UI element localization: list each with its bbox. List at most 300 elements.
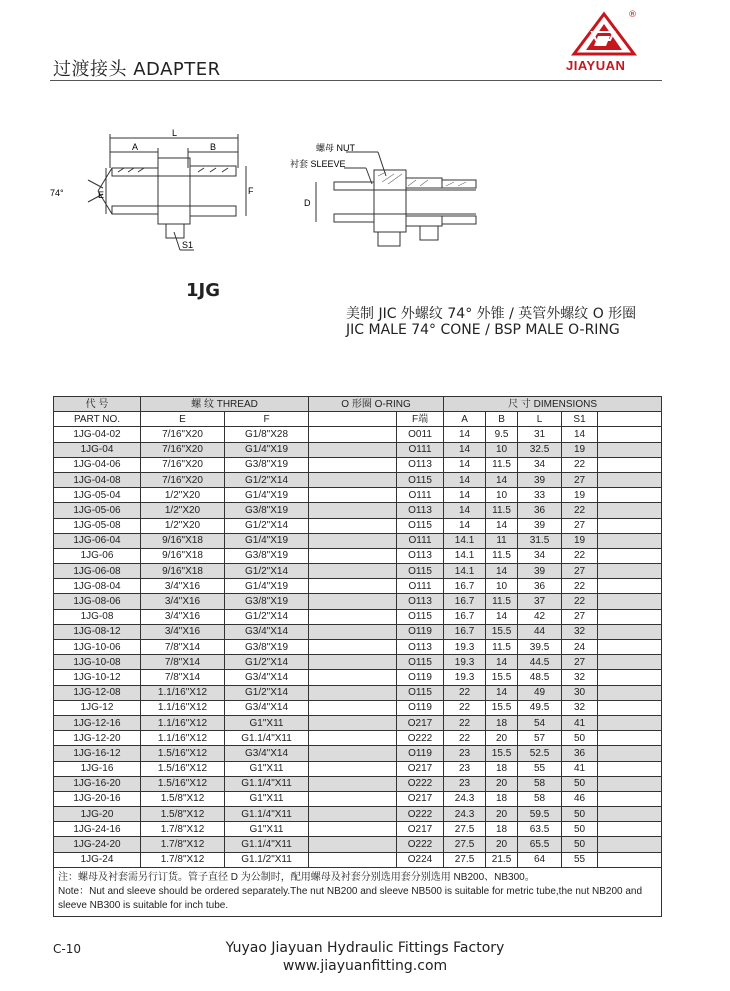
table-row bbox=[54, 761, 662, 776]
table-cell: 16.7 bbox=[444, 594, 486, 609]
table-cell: 11 bbox=[486, 533, 518, 548]
table-cell: G1/4"X19 bbox=[225, 488, 309, 503]
table-cell: 14 bbox=[444, 503, 486, 518]
table-cell: G3/8"X19 bbox=[225, 457, 309, 472]
table-cell-empty bbox=[598, 807, 662, 822]
table-cell: 1JG-12-16 bbox=[54, 715, 141, 730]
sleeve-label: 衬套 SLEEVE bbox=[290, 159, 346, 169]
table-cell: 42 bbox=[518, 609, 562, 624]
table-cell: 1JG-20 bbox=[54, 807, 141, 822]
table-cell: 1JG-16-12 bbox=[54, 746, 141, 761]
table-cell: G1.1/4"X11 bbox=[225, 731, 309, 746]
table-row bbox=[54, 533, 662, 548]
table-cell-empty bbox=[598, 715, 662, 730]
table-cell: G3/4"X14 bbox=[225, 746, 309, 761]
table-cell: 18 bbox=[486, 791, 518, 806]
table-cell: 1JG-10-08 bbox=[54, 655, 141, 670]
table-cell: 20 bbox=[486, 731, 518, 746]
header-col-4: F端 bbox=[397, 412, 444, 427]
table-cell: 1.5/16"X12 bbox=[141, 761, 225, 776]
table-cell-empty bbox=[598, 822, 662, 837]
table-cell: 57 bbox=[518, 731, 562, 746]
table-cell-empty bbox=[598, 776, 662, 791]
table-cell: G1/2"X14 bbox=[225, 518, 309, 533]
table-cell: 1.1/16"X12 bbox=[141, 731, 225, 746]
table-cell: O119 bbox=[397, 670, 444, 685]
table-cell: 1JG-06-08 bbox=[54, 564, 141, 579]
company-name: Yuyao Jiayuan Hydraulic Fittings Factory bbox=[225, 940, 505, 956]
logo-text: JIAYUAN bbox=[566, 58, 626, 73]
table-cell-empty bbox=[598, 427, 662, 442]
table-row bbox=[54, 609, 662, 624]
table-cell: 1JG-24-16 bbox=[54, 822, 141, 837]
table-cell-empty bbox=[598, 852, 662, 867]
table-cell: O222 bbox=[397, 776, 444, 791]
dim-label-F: F bbox=[248, 186, 254, 196]
table-cell bbox=[309, 533, 397, 548]
table-cell bbox=[309, 503, 397, 518]
table-cell: 22 bbox=[444, 685, 486, 700]
table-row bbox=[54, 457, 662, 472]
table-cell: 1.7/8"X12 bbox=[141, 837, 225, 852]
table-cell: 9/16"X18 bbox=[141, 564, 225, 579]
table-cell: G1.1/4"X11 bbox=[225, 807, 309, 822]
table-cell bbox=[309, 807, 397, 822]
page-title: 过渡接头 ADAPTER bbox=[53, 59, 221, 80]
table-cell: 22 bbox=[444, 731, 486, 746]
table-row bbox=[54, 822, 662, 837]
table-cell-empty bbox=[598, 609, 662, 624]
assembly-drawing bbox=[286, 140, 496, 250]
table-cell: 1JG-04 bbox=[54, 442, 141, 457]
table-cell: 46 bbox=[562, 791, 598, 806]
table-cell: 20 bbox=[486, 807, 518, 822]
table-cell: 7/16"X20 bbox=[141, 472, 225, 487]
table-cell: 37 bbox=[518, 594, 562, 609]
table-cell: 1JG-12 bbox=[54, 700, 141, 715]
table-cell: 3/4"X16 bbox=[141, 624, 225, 639]
table-cell: G3/4"X14 bbox=[225, 624, 309, 639]
table-cell: 1JG-06 bbox=[54, 548, 141, 563]
nut-label: 螺母 NUT bbox=[316, 143, 355, 153]
table-cell: O119 bbox=[397, 624, 444, 639]
table-cell: 22 bbox=[562, 548, 598, 563]
table-cell: O113 bbox=[397, 594, 444, 609]
table-cell-empty bbox=[598, 594, 662, 609]
table-cell: 24 bbox=[562, 640, 598, 655]
table-row bbox=[54, 624, 662, 639]
table-cell: O115 bbox=[397, 518, 444, 533]
table-cell: O217 bbox=[397, 715, 444, 730]
table-row bbox=[54, 548, 662, 563]
table-cell: 36 bbox=[562, 746, 598, 761]
table-cell bbox=[309, 761, 397, 776]
table-cell-empty bbox=[598, 791, 662, 806]
table-cell: O222 bbox=[397, 731, 444, 746]
table-cell: 58 bbox=[518, 791, 562, 806]
table-cell: 33 bbox=[518, 488, 562, 503]
table-cell: 11.5 bbox=[486, 457, 518, 472]
table-row bbox=[54, 715, 662, 730]
table-cell: 32.5 bbox=[518, 442, 562, 457]
table-cell: G1/4"X19 bbox=[225, 579, 309, 594]
table-cell: G1/2"X14 bbox=[225, 472, 309, 487]
table-cell: 14 bbox=[486, 472, 518, 487]
table-cell: 44 bbox=[518, 624, 562, 639]
table-cell: O011 bbox=[397, 427, 444, 442]
table-cell: 27.5 bbox=[444, 852, 486, 867]
table-cell: O113 bbox=[397, 548, 444, 563]
table-cell: O217 bbox=[397, 791, 444, 806]
table-cell: 7/16"X20 bbox=[141, 427, 225, 442]
table-cell: G3/8"X19 bbox=[225, 594, 309, 609]
table-cell: 23 bbox=[444, 761, 486, 776]
table-header-row-2 bbox=[54, 412, 662, 427]
table-cell bbox=[309, 791, 397, 806]
table-cell: O113 bbox=[397, 640, 444, 655]
table-cell: 1JG-04-02 bbox=[54, 427, 141, 442]
table-cell: 36 bbox=[518, 579, 562, 594]
table-cell: G1/8"X28 bbox=[225, 427, 309, 442]
table-cell: 1.5/16"X12 bbox=[141, 746, 225, 761]
table-cell-empty bbox=[598, 640, 662, 655]
table-cell: 27 bbox=[562, 655, 598, 670]
table-cell: 19.3 bbox=[444, 655, 486, 670]
table-cell-empty bbox=[598, 503, 662, 518]
table-cell: 3/4"X16 bbox=[141, 594, 225, 609]
table-cell: 11.5 bbox=[486, 594, 518, 609]
table-cell: 22 bbox=[562, 457, 598, 472]
table-cell: 7/16"X20 bbox=[141, 442, 225, 457]
table-cell: G1/2"X14 bbox=[225, 609, 309, 624]
table-cell: 32 bbox=[562, 700, 598, 715]
table-row bbox=[54, 427, 662, 442]
table-cell: 39 bbox=[518, 472, 562, 487]
table-cell: O111 bbox=[397, 488, 444, 503]
table-cell: 27 bbox=[562, 564, 598, 579]
table-cell: 27 bbox=[562, 472, 598, 487]
table-cell: O111 bbox=[397, 579, 444, 594]
description-chinese: 美制 JIC 外螺纹 74° 外锥 / 英管外螺纹 O 形圈 bbox=[346, 306, 637, 322]
table-cell: 18 bbox=[486, 761, 518, 776]
header-thread: 螺 纹 THREAD bbox=[141, 397, 309, 412]
table-cell: O111 bbox=[397, 442, 444, 457]
table-cell: 1JG-08-12 bbox=[54, 624, 141, 639]
table-cell: 9/16"X18 bbox=[141, 533, 225, 548]
table-cell: 15.5 bbox=[486, 700, 518, 715]
table-cell: 65.5 bbox=[518, 837, 562, 852]
table-cell: 58 bbox=[518, 776, 562, 791]
table-cell: O115 bbox=[397, 609, 444, 624]
header-divider bbox=[50, 80, 662, 81]
table-cell: 22 bbox=[444, 715, 486, 730]
table-cell-empty bbox=[598, 761, 662, 776]
header-col-5: A bbox=[444, 412, 486, 427]
table-row bbox=[54, 837, 662, 852]
table-cell: O224 bbox=[397, 852, 444, 867]
table-cell: O119 bbox=[397, 700, 444, 715]
table-cell: 15.5 bbox=[486, 624, 518, 639]
table-cell bbox=[309, 852, 397, 867]
table-row bbox=[54, 731, 662, 746]
table-cell: 55 bbox=[562, 852, 598, 867]
table-row bbox=[54, 488, 662, 503]
table-cell: 50 bbox=[562, 731, 598, 746]
table-cell: G1"X11 bbox=[225, 822, 309, 837]
table-row bbox=[54, 472, 662, 487]
table-cell: 11.5 bbox=[486, 640, 518, 655]
table-cell: 64 bbox=[518, 852, 562, 867]
table-cell: 20 bbox=[486, 776, 518, 791]
table-cell: O113 bbox=[397, 503, 444, 518]
table-cell bbox=[309, 427, 397, 442]
adapter-dimension-drawing bbox=[48, 128, 256, 258]
table-cell: 1JG-05-08 bbox=[54, 518, 141, 533]
table-cell: 16.7 bbox=[444, 624, 486, 639]
table-row bbox=[54, 503, 662, 518]
table-row bbox=[54, 700, 662, 715]
table-cell: G1.1/4"X11 bbox=[225, 776, 309, 791]
table-cell: G1.1/2"X11 bbox=[225, 852, 309, 867]
table-cell: 1JG-05-06 bbox=[54, 503, 141, 518]
company-website: www.jiayuanfitting.com bbox=[282, 958, 448, 974]
table-cell: O113 bbox=[397, 457, 444, 472]
table-cell: 41 bbox=[562, 761, 598, 776]
dim-label-D: D bbox=[304, 198, 311, 208]
table-cell: 14 bbox=[486, 518, 518, 533]
dim-label-L: L bbox=[172, 128, 178, 138]
table-cell: 52.5 bbox=[518, 746, 562, 761]
table-cell: 55 bbox=[518, 761, 562, 776]
table-cell: 34 bbox=[518, 548, 562, 563]
table-cell bbox=[309, 822, 397, 837]
table-cell: 19 bbox=[562, 533, 598, 548]
table-cell: G3/8"X19 bbox=[225, 503, 309, 518]
table-cell: G3/8"X19 bbox=[225, 640, 309, 655]
table-cell: 3/4"X16 bbox=[141, 579, 225, 594]
table-cell: 1/2"X20 bbox=[141, 503, 225, 518]
table-cell: 19 bbox=[562, 442, 598, 457]
table-cell: 32 bbox=[562, 624, 598, 639]
table-cell bbox=[309, 594, 397, 609]
table-cell: G1/4"X19 bbox=[225, 442, 309, 457]
table-row bbox=[54, 670, 662, 685]
page-number: C-10 bbox=[53, 942, 81, 956]
table-cell: 27 bbox=[562, 518, 598, 533]
table-cell: O222 bbox=[397, 837, 444, 852]
table-note bbox=[54, 867, 662, 916]
table-cell: 1JG-06-04 bbox=[54, 533, 141, 548]
table-cell: 1JG-20-16 bbox=[54, 791, 141, 806]
table-cell: 7/8"X14 bbox=[141, 655, 225, 670]
table-cell: G1.1/4"X11 bbox=[225, 837, 309, 852]
table-cell: 1JG-08-06 bbox=[54, 594, 141, 609]
table-row bbox=[54, 594, 662, 609]
table-row bbox=[54, 442, 662, 457]
table-cell: 1JG-08 bbox=[54, 609, 141, 624]
table-cell: 20 bbox=[486, 837, 518, 852]
table-cell-empty bbox=[598, 564, 662, 579]
table-cell bbox=[309, 655, 397, 670]
table-row bbox=[54, 564, 662, 579]
table-cell: 31.5 bbox=[518, 533, 562, 548]
table-cell: 36 bbox=[518, 503, 562, 518]
table-cell-empty bbox=[598, 670, 662, 685]
table-cell: 1JG-16-20 bbox=[54, 776, 141, 791]
table-cell-empty bbox=[598, 533, 662, 548]
table-cell: 14 bbox=[444, 472, 486, 487]
table-cell: 18 bbox=[486, 822, 518, 837]
table-cell: 59.5 bbox=[518, 807, 562, 822]
table-cell-empty bbox=[598, 548, 662, 563]
header-col-6: B bbox=[486, 412, 518, 427]
table-cell: 10 bbox=[486, 579, 518, 594]
header-col-0: PART NO. bbox=[54, 412, 141, 427]
table-cell: G1"X11 bbox=[225, 715, 309, 730]
table-row bbox=[54, 640, 662, 655]
table-cell-empty bbox=[598, 700, 662, 715]
table-cell: 39 bbox=[518, 564, 562, 579]
table-cell bbox=[309, 609, 397, 624]
header-dimensions: 尺 寸 DIMENSIONS bbox=[444, 397, 662, 412]
table-cell-empty bbox=[598, 746, 662, 761]
table-cell: 50 bbox=[562, 837, 598, 852]
table-cell: G1"X11 bbox=[225, 791, 309, 806]
table-row bbox=[54, 776, 662, 791]
table-cell: O115 bbox=[397, 472, 444, 487]
table-cell: 49.5 bbox=[518, 700, 562, 715]
table-cell bbox=[309, 700, 397, 715]
table-cell: 21.5 bbox=[486, 852, 518, 867]
table-cell: 19.3 bbox=[444, 640, 486, 655]
table-cell: 22 bbox=[562, 594, 598, 609]
table-row bbox=[54, 655, 662, 670]
table-cell bbox=[309, 685, 397, 700]
table-cell bbox=[309, 548, 397, 563]
table-cell: 63.5 bbox=[518, 822, 562, 837]
table-cell: 9/16"X18 bbox=[141, 548, 225, 563]
table-cell: O115 bbox=[397, 655, 444, 670]
table-cell: G3/4"X14 bbox=[225, 700, 309, 715]
table-cell: 44.5 bbox=[518, 655, 562, 670]
specification-table-body bbox=[54, 397, 662, 868]
table-cell: 1JG-10-12 bbox=[54, 670, 141, 685]
dim-label-B: B bbox=[210, 142, 217, 152]
table-cell: 1.1/16"X12 bbox=[141, 700, 225, 715]
table-cell: 22 bbox=[562, 503, 598, 518]
table-cell: G1/2"X14 bbox=[225, 564, 309, 579]
table-cell: 14.1 bbox=[444, 533, 486, 548]
table-row bbox=[54, 579, 662, 594]
dim-label-E: E bbox=[98, 190, 105, 200]
table-cell: G1/2"X14 bbox=[225, 685, 309, 700]
note-english: Note：Nut and sleeve should be ordered separately.The nut NB200 and sleeve NB500 is suitable for metric tube,the nut NB200 and sleeve NB300 is suitable for inch tube. bbox=[58, 885, 643, 911]
table-cell bbox=[309, 579, 397, 594]
table-row bbox=[54, 852, 662, 867]
table-cell: 1.5/8"X12 bbox=[141, 807, 225, 822]
header-col-3 bbox=[309, 412, 397, 427]
table-cell bbox=[309, 731, 397, 746]
table-row bbox=[54, 518, 662, 533]
table-cell-empty bbox=[598, 731, 662, 746]
table-cell: 50 bbox=[562, 822, 598, 837]
table-cell: 1JG-04-08 bbox=[54, 472, 141, 487]
table-cell: 27.5 bbox=[444, 837, 486, 852]
table-cell: 14 bbox=[444, 427, 486, 442]
table-cell: 14 bbox=[486, 609, 518, 624]
table-cell: 14 bbox=[562, 427, 598, 442]
table-cell: 11.5 bbox=[486, 548, 518, 563]
table-cell-empty bbox=[598, 457, 662, 472]
table-cell: 10 bbox=[486, 488, 518, 503]
table-cell: O217 bbox=[397, 761, 444, 776]
table-cell: 3/4"X16 bbox=[141, 609, 225, 624]
table-cell-empty bbox=[598, 624, 662, 639]
table-cell: 1JG-24 bbox=[54, 852, 141, 867]
table-cell-empty bbox=[598, 488, 662, 503]
table-cell bbox=[309, 457, 397, 472]
table-cell: 41 bbox=[562, 715, 598, 730]
table-cell bbox=[309, 640, 397, 655]
table-cell: 14 bbox=[444, 442, 486, 457]
table-cell: 50 bbox=[562, 807, 598, 822]
table-cell: 31 bbox=[518, 427, 562, 442]
table-cell: 14 bbox=[444, 457, 486, 472]
table-cell: 1.5/8"X12 bbox=[141, 791, 225, 806]
table-cell: 32 bbox=[562, 670, 598, 685]
table-cell: 18 bbox=[486, 715, 518, 730]
header-col-7: L bbox=[518, 412, 562, 427]
table-cell: 1.1/16"X12 bbox=[141, 685, 225, 700]
table-cell: 14 bbox=[486, 655, 518, 670]
table-cell: 23 bbox=[444, 776, 486, 791]
model-code: 1JG bbox=[186, 280, 220, 301]
table-cell: O217 bbox=[397, 822, 444, 837]
table-cell-empty bbox=[598, 442, 662, 457]
table-cell: 14 bbox=[444, 488, 486, 503]
table-cell: 1.7/8"X12 bbox=[141, 822, 225, 837]
table-cell bbox=[309, 518, 397, 533]
header-col-2: F bbox=[225, 412, 309, 427]
table-cell: 1JG-12-20 bbox=[54, 731, 141, 746]
table-cell: 1/2"X20 bbox=[141, 518, 225, 533]
table-cell: 39.5 bbox=[518, 640, 562, 655]
table-cell: 10 bbox=[486, 442, 518, 457]
table-cell bbox=[309, 776, 397, 791]
table-cell-empty bbox=[598, 837, 662, 852]
table-cell: 1.5/16"X12 bbox=[141, 776, 225, 791]
table-cell: 1JG-04-06 bbox=[54, 457, 141, 472]
table-cell: 50 bbox=[562, 776, 598, 791]
table-cell-empty bbox=[598, 518, 662, 533]
description-english: JIC MALE 74° CONE / BSP MALE O-RING bbox=[346, 322, 620, 338]
table-cell: 14 bbox=[486, 564, 518, 579]
table-cell: 24.3 bbox=[444, 791, 486, 806]
table-cell: 14 bbox=[486, 685, 518, 700]
table-cell: 27.5 bbox=[444, 822, 486, 837]
table-header-row-1 bbox=[54, 397, 662, 412]
table-cell-empty bbox=[598, 655, 662, 670]
table-cell: 27 bbox=[562, 609, 598, 624]
table-cell: 1JG-12-08 bbox=[54, 685, 141, 700]
table-cell: 16.7 bbox=[444, 609, 486, 624]
table-cell: 9.5 bbox=[486, 427, 518, 442]
table-note-row bbox=[54, 867, 662, 916]
table-cell: 22 bbox=[562, 579, 598, 594]
table-cell: 22 bbox=[444, 700, 486, 715]
note-chinese: 注：螺母及衬套需另行订货。管子直径 D 为公制时，配用螺母及衬套分别选用套分别选用 NB200、NB300。 bbox=[58, 871, 535, 883]
table-cell: 11.5 bbox=[486, 503, 518, 518]
